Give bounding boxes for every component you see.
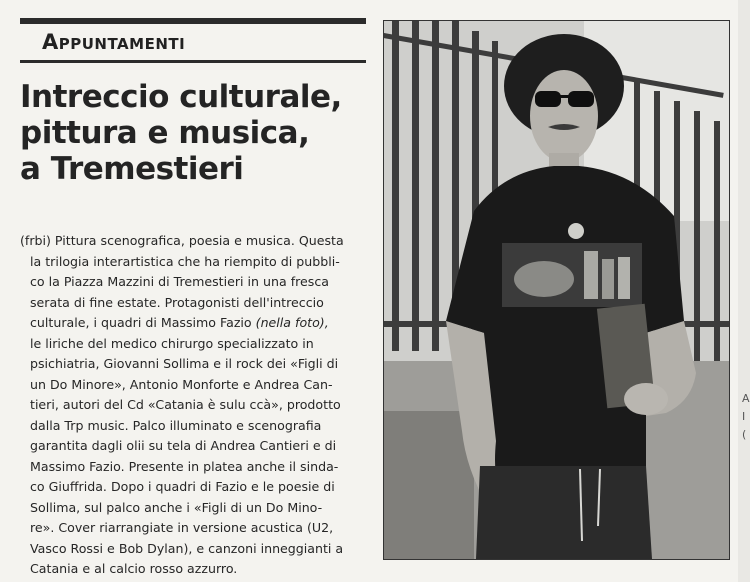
- article-line: garantita dagli olii su tela di Andrea Cantieri e di: [30, 438, 337, 453]
- article-line: un Do Minore», Antonio Monforte e Andrea Can-: [30, 376, 333, 392]
- photo-wall: [384, 411, 474, 559]
- article-photo: [383, 20, 730, 560]
- adjacent-column-edge: [738, 0, 750, 582]
- photo-face: [530, 70, 598, 162]
- article-line: dalla Trp music. Palco illuminato e scenografia: [30, 417, 322, 433]
- article-line: Catania e al calcio rosso azzurro.: [30, 561, 238, 576]
- headline: [20, 79, 366, 187]
- article-line: serata di fine estate. Protagonisti dell'intreccio: [30, 294, 324, 310]
- article-body: [20, 231, 366, 580]
- article-line: Sollima, sul palco anche i «Figli di un Do Mino-: [30, 499, 323, 515]
- article-line: co Giuffrida. Dopo i quadri di Fazio e le poesie di: [30, 479, 335, 494]
- article-line-with-caption: [20, 313, 366, 334]
- article-line: tieri, autori del Cd «Catania è sulu ccà», prodotto: [30, 397, 341, 412]
- article-line: psichiatria, Giovanni Sollima e il rock dei «Figli di: [30, 356, 339, 371]
- article-line: Massimo Fazio. Presente in platea anche il sinda-: [30, 458, 339, 474]
- article-line: Vasco Rossi e Bob Dylan), e canzoni inneggianti a: [30, 540, 344, 556]
- article-line: le liriche del medico chirurgo specializzato in: [30, 335, 314, 351]
- photo-illustration: [384, 21, 729, 559]
- photo-right-hand: [624, 383, 668, 415]
- headline-line: pittura e musica,: [20, 115, 310, 151]
- edge-mark: I: [742, 410, 746, 423]
- article-header: [20, 18, 366, 187]
- photo-trousers: [476, 466, 652, 559]
- top-rule: [20, 18, 366, 24]
- article-line: re». Cover riarrangiate in versione acustica (U2,: [30, 520, 334, 535]
- article-line: (frbi) Pittura scenografica, poesia e musica. Questa: [20, 233, 344, 248]
- headline-line: a Tremestieri: [20, 151, 244, 187]
- photo-caption-ref: (nella foto),: [255, 315, 329, 330]
- section-label: Appuntamenti: [42, 30, 186, 54]
- article-line: co la Piazza Mazzini di Tremestieri in una fresca: [30, 274, 329, 289]
- article-line: la trilogia interartistica che ha riempito di pubbli-: [30, 253, 340, 269]
- headline-line: Intreccio culturale,: [20, 79, 342, 115]
- article-line-text: culturale, i quadri di Massimo Fazio: [30, 315, 256, 330]
- edge-mark: (: [742, 428, 747, 441]
- edge-mark: A: [742, 392, 750, 405]
- section-rule: [20, 60, 366, 63]
